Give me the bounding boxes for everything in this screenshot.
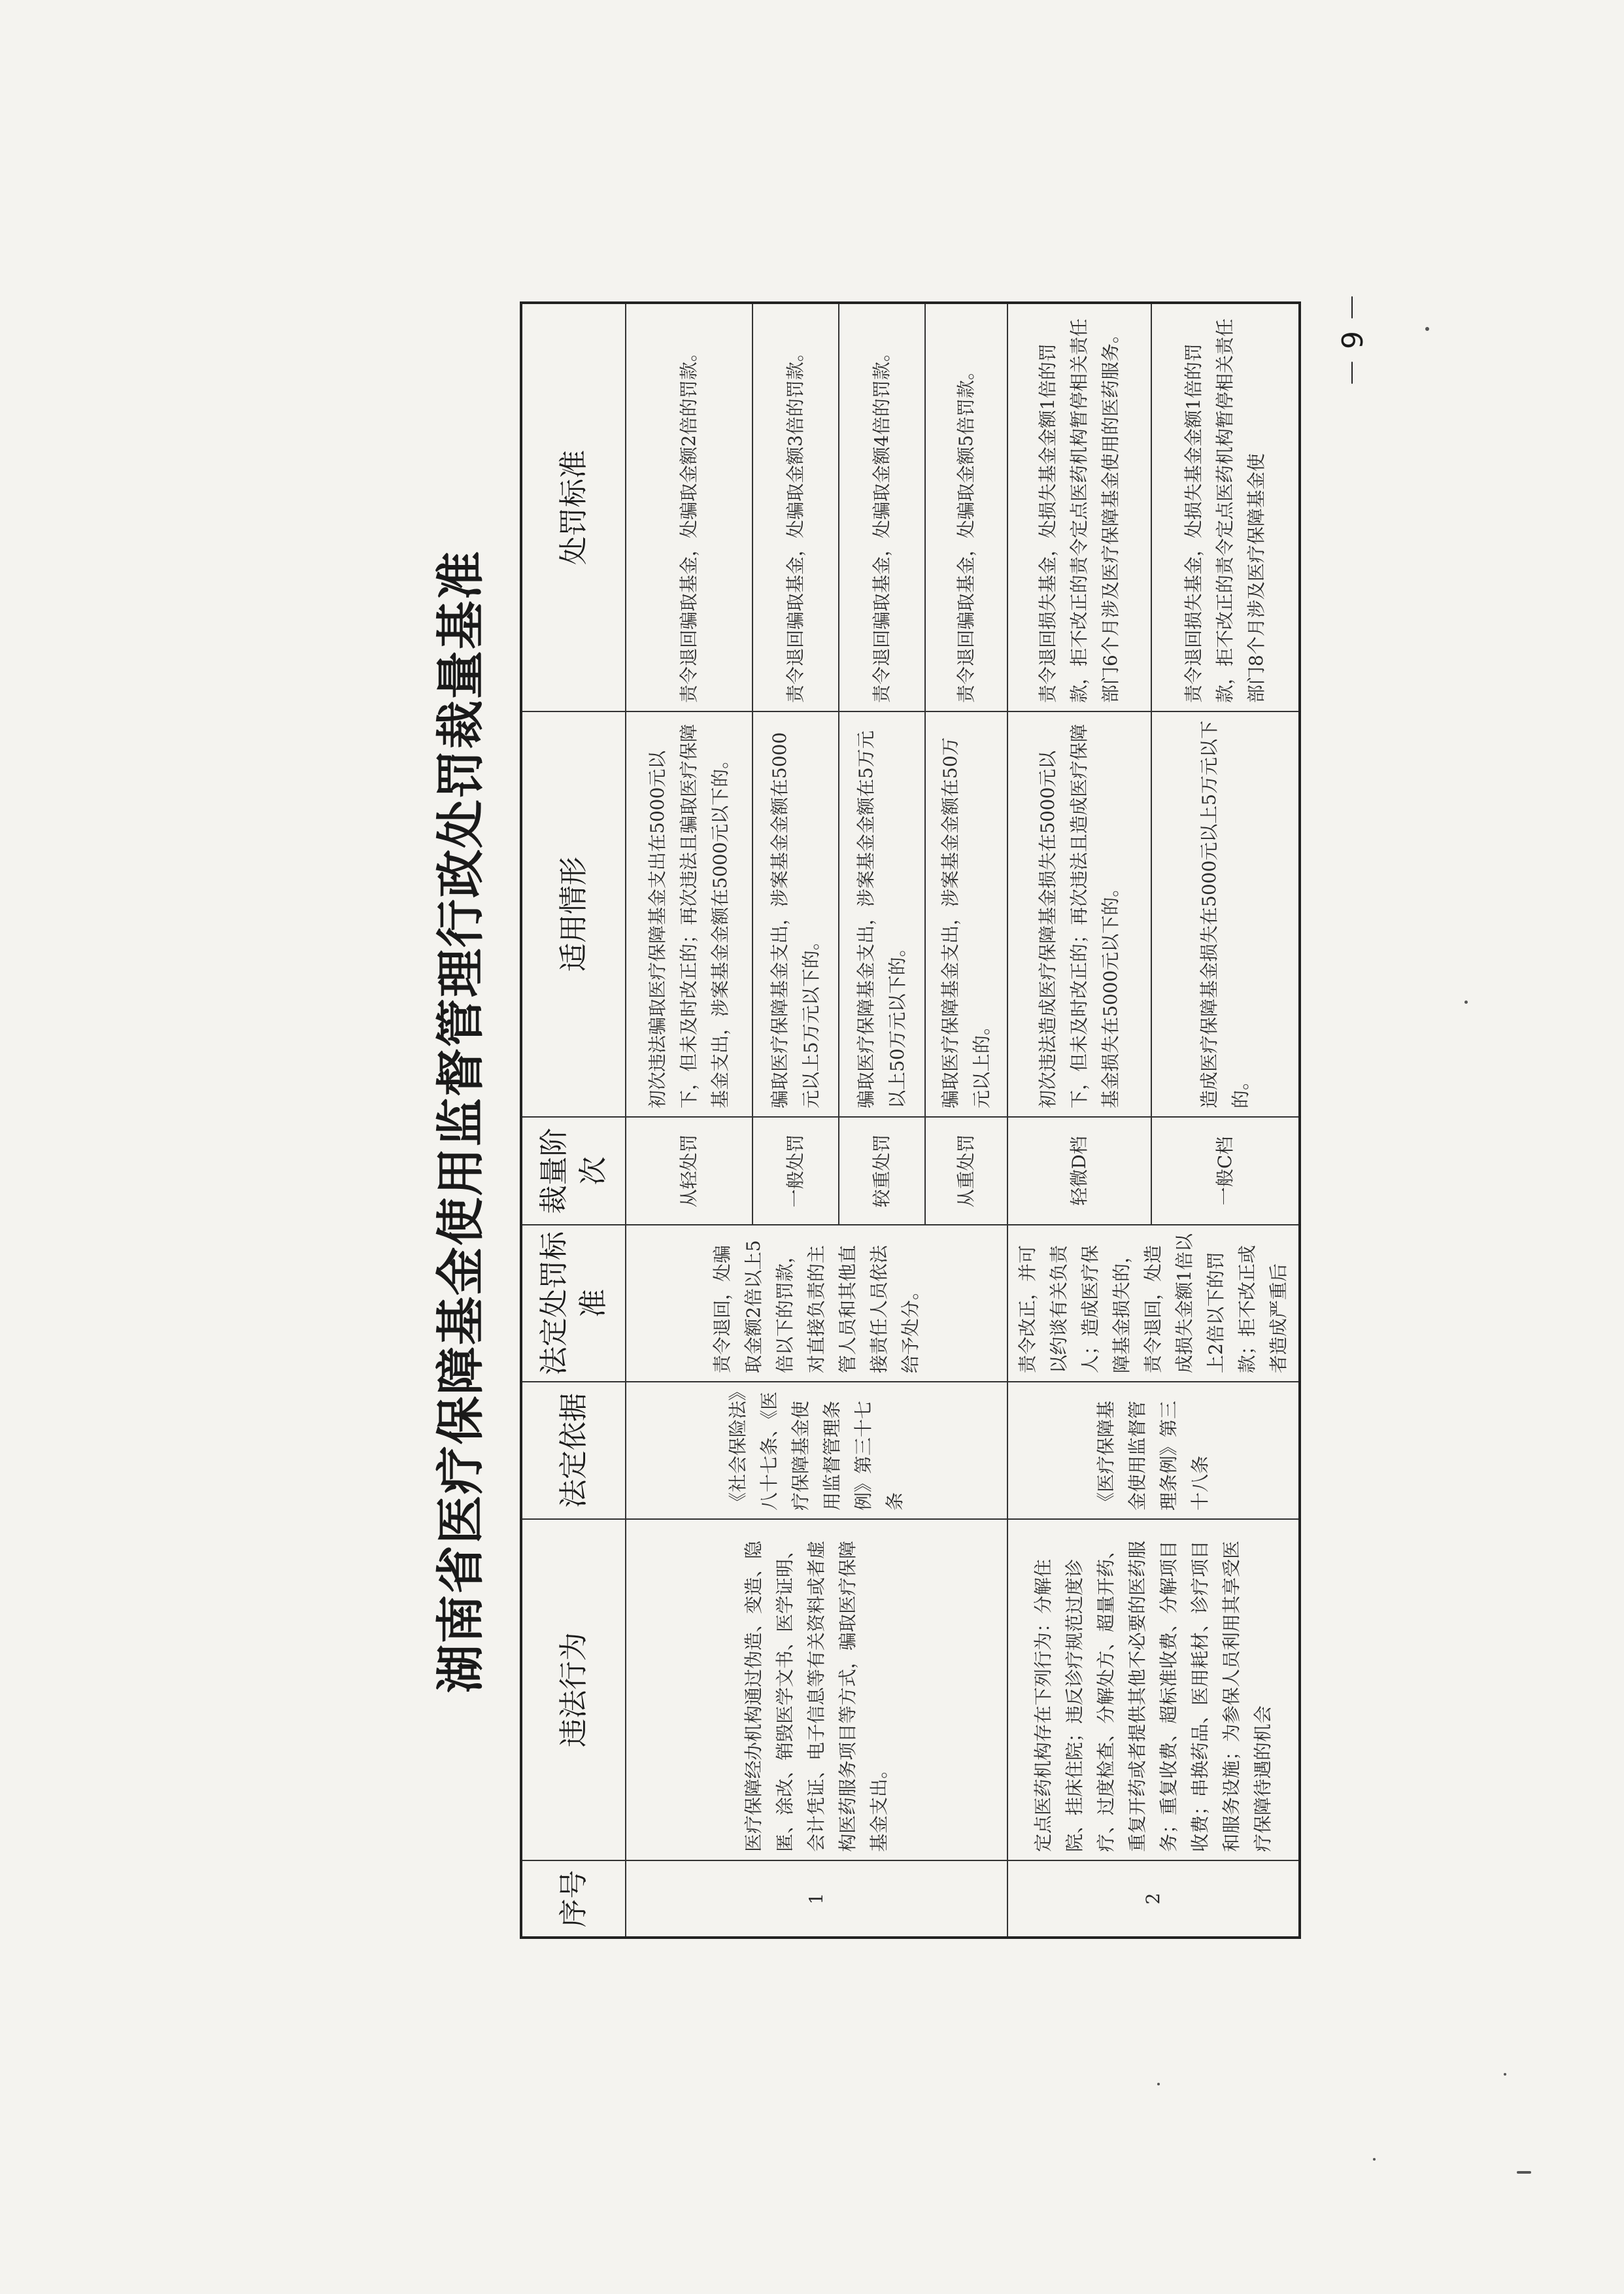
scan-speck — [1157, 2083, 1160, 2085]
header-penalty: 处罚标准 — [521, 303, 626, 711]
header-basis: 法定依据 — [521, 1382, 626, 1519]
seq-cell: 2 — [1007, 1860, 1300, 1938]
situation-cell: 初次违法造成医疗保障基金损失在5000元以下，但未及时改正的；再次违法且造成医疗保障基金损失在5000元以下的。 — [1007, 711, 1151, 1117]
violation-cell: 定点医药机构存在下列行为：分解住院、挂床住院；违反诊疗规范过度诊疗、过度检查、分解处方、超量开药、重复开药或者提供其他不必要的医药服务；重复收费、超标准收费、分解项目收费；串换药品、医用耗材、诊疗项目和服务设施；为参保人员利用其享受医疗保障待遇的机会 — [1007, 1519, 1300, 1860]
tier-cell: 一般C档 — [1151, 1117, 1300, 1225]
scan-speck — [1373, 2158, 1376, 2161]
situation-cell: 初次违法骗取医疗保障基金支出在5000元以下，但未及时改正的；再次违法且骗取医疗保障基金支出，涉案基金金额在5000元以下的。 — [626, 711, 753, 1117]
situation-cell: 骗取医疗保障基金支出，涉案基金金额在5万元以上50万元以下的。 — [839, 711, 925, 1117]
scan-speck — [1517, 2171, 1531, 2174]
penalty-cell: 责令退回骗取基金，处骗取金额3倍的罚款。 — [753, 303, 839, 711]
tier-cell: 从重处罚 — [925, 1117, 1007, 1225]
header-seq: 序号 — [521, 1860, 626, 1938]
seq-cell: 1 — [626, 1860, 1007, 1938]
penalty-standards-table — [520, 301, 1301, 1939]
table-header-row — [521, 303, 626, 1938]
violation-cell: 医疗保障经办机构通过伪造、变造、隐匿、涂改、销毁医学文书、医学证明、会计凭证、电子信息等有关资料或者虚构医药服务项目等方式，骗取医疗保障基金支出。 — [626, 1519, 1007, 1860]
header-violation: 违法行为 — [521, 1519, 626, 1860]
situation-cell: 骗取医疗保障基金支出，涉案基金金额在5000元以上5万元以下的。 — [753, 711, 839, 1117]
header-situation: 适用情形 — [521, 711, 626, 1117]
table-row — [626, 303, 753, 1938]
penalty-cell: 责令退回骗取基金，处骗取金额2倍的罚款。 — [626, 303, 753, 711]
situation-cell: 造成医疗保障基金损失在5000元以上5万元以下的。 — [1151, 711, 1300, 1117]
page-number: － 9 － — [1336, 293, 1370, 387]
statutory-cell: 责令退回，处骗取金额2倍以上5倍以下的罚款，对直接负责的主管人员和其他直接责任人员依法给予处分。 — [626, 1225, 1007, 1382]
tier-cell: 轻微D档 — [1007, 1117, 1151, 1225]
penalty-cell: 责令退回损失基金，处损失基金金额1倍的罚款，拒不改正的责令定点医药机构暂停相关责任部门6个月涉及医疗保障基金使用的医药服务。 — [1007, 303, 1151, 711]
table-row — [1007, 303, 1151, 1938]
tier-cell: 从轻处罚 — [626, 1117, 753, 1225]
header-statutory: 法定处罚标准 — [521, 1225, 626, 1382]
tier-cell: 较重处罚 — [839, 1117, 925, 1225]
penalty-cell: 责令退回骗取基金，处骗取金额4倍的罚款。 — [839, 303, 925, 711]
scan-speck — [1504, 2073, 1506, 2076]
penalty-cell: 责令退回损失基金，处损失基金金额1倍的罚款，拒不改正的责令定点医药机构暂停相关责任部门8个月涉及医疗保障基金使 — [1151, 303, 1300, 711]
rotated-page — [412, 304, 1510, 1939]
document-title: 湖南省医疗保障基金使用监督管理行政处罚裁量基准 — [433, 550, 489, 1693]
situation-cell: 骗取医疗保障基金支出，涉案基金金额在50万元以上的。 — [925, 711, 1007, 1117]
basis-cell: 《医疗保障基金使用监督管理条例》第三十八条 — [1007, 1382, 1300, 1519]
basis-cell: 《社会保险法》八十七条、《医疗保障基金使用监督管理条例》第三十七条 — [626, 1382, 1007, 1519]
header-tier: 裁量阶次 — [521, 1117, 626, 1225]
tier-cell: 一般处罚 — [753, 1117, 839, 1225]
penalty-cell: 责令退回骗取基金，处骗取金额5倍罚款。 — [925, 303, 1007, 711]
statutory-cell: 责令改正，并可以约谈有关负责人；造成医疗保障基金损失的，责令退回，处造成损失金额1倍以上2倍以下的罚款；拒不改正或者造成严重后 — [1007, 1225, 1300, 1382]
